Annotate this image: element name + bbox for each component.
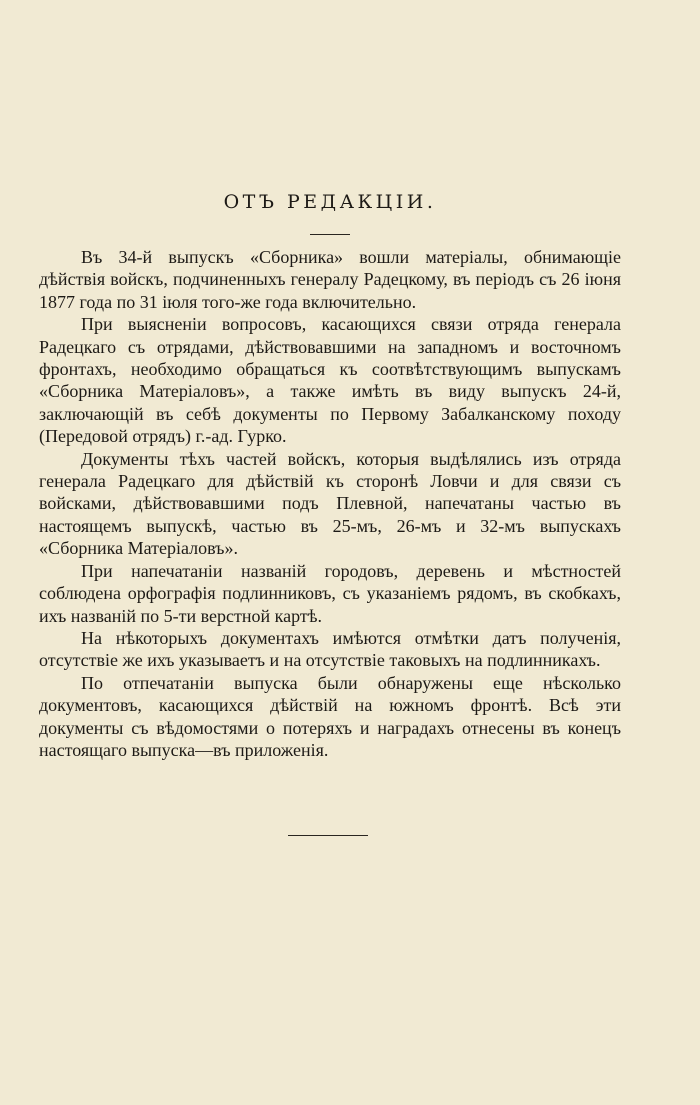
paragraph: При выясненіи вопросовъ, касающихся связи отряда генерала Радецкаго съ отрядами, дѣйствовавшими на западномъ и восточномъ фронтахъ, необходимо обращаться къ соотвѣтствующимъ выпускамъ «Сборника Матеріаловъ», а также имѣть въ виду выпускъ 24-й, заключающій въ себѣ документы по Первому Забалканскому походу (Передовой отрядъ) г.-ад. Гурко. [39,314,621,447]
body-text [39,246,621,761]
paragraph: По отпечатаніи выпуска были обнаружены еще нѣсколько документовъ, касающихся дѣйствій на южномъ фронтѣ. Всѣ эти документы съ вѣдомостями о потеряхъ и наградахъ отнесены въ конецъ настоящаго выпуска—въ приложенія. [39,672,621,760]
heading-rule [310,234,350,235]
paragraph: При напечатаніи названій городовъ, деревень и мѣстностей соблюдена орфографія подлинниковъ, съ указаніемъ рядомъ, въ скобкахъ, ихъ названій по 5-ти верстной картѣ. [39,560,621,626]
closing-rule [288,835,368,836]
page-heading: ОТЪ РЕДАКЦIИ. [223,191,437,213]
paragraph: Въ 34-й выпускъ «Сборника» вошли матеріалы, обнимающіе дѣйствія войскъ, подчиненныхъ генералу Радецкому, въ періодъ съ 26 іюня 1877 года по 31 іюля того-же года включительно. [39,247,621,312]
paragraph: На нѣкоторыхъ документахъ имѣются отмѣтки датъ полученія, отсутствіе же ихъ указываетъ и на отсутствіе таковыхъ на подлинникахъ. [39,627,621,671]
paragraph: Документы тѣхъ частей войскъ, которыя выдѣлялись изъ отряда генерала Радецкаго для дѣйствій къ сторонѣ Ловчи и для связи съ войсками, дѣйствовавшими подъ Плевной, напечатаны частью въ настоящемъ выпускѣ, частью въ 25-мъ, 26-мъ и 32-мъ выпускахъ «Сборника Матеріаловъ». [39,448,621,559]
